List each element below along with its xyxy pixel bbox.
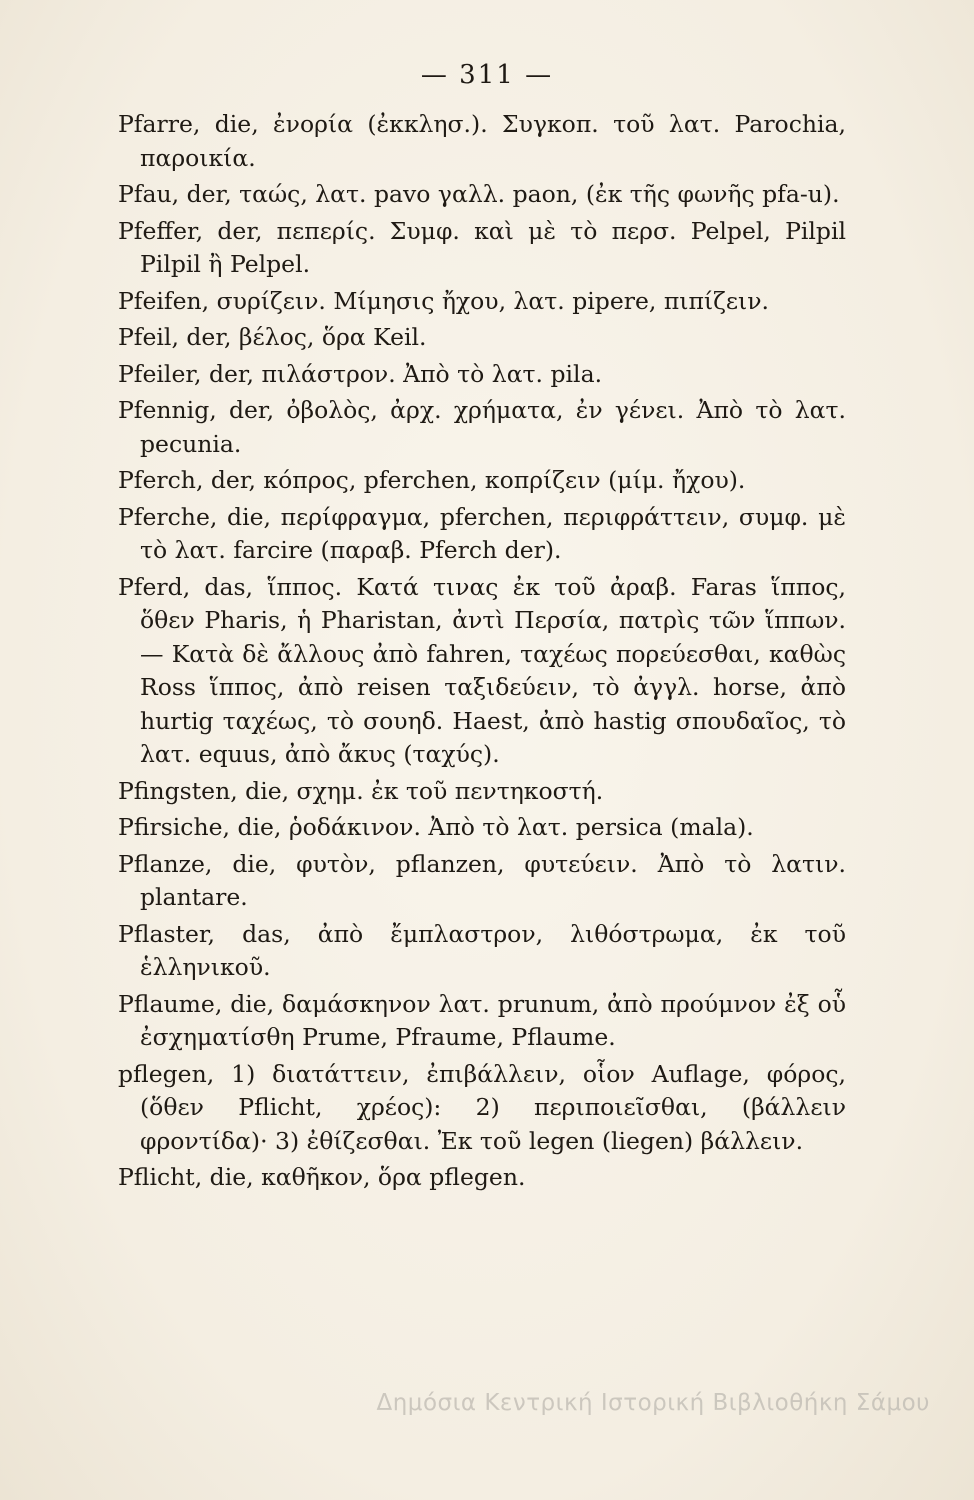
library-watermark: Δημόσια Κεντρική Ιστορική Βιβλιοθήκη Σάμου <box>376 1390 930 1416</box>
entry-pflicht: Pflicht, die, καθῆκον, ὅρα pflegen. <box>118 1163 526 1191</box>
entry-pfeffer: Pfeffer, der, πεπερίς. Συμφ. καὶ μὲ τὸ περσ. Pelpel, Pilpil Pilpil ἢ Pelpel. <box>118 216 846 278</box>
entry-pfeil: Pfeil, der, βέλος, ὅρα Keil. <box>118 323 427 351</box>
entry-pfeifen: Pfeifen, συρίζειν. Μίμησις ἤχου, λατ. pipere, πιπίζειν. <box>118 286 770 315</box>
entry-pfeiler: Pfeiler, der, πιλάστρον. Ἀπὸ τὸ λατ. pila. <box>118 359 603 388</box>
entry-pfingsten: Pfingsten, die, σχημ. ἐκ τοῦ πεντηκοστή. <box>118 776 604 805</box>
entry-pferd: Pferd, das, ἵππος. Κατά τινας ἐκ τοῦ ἀραβ. Faras ἵππος, ὅθεν Pharis, ἡ Pharistan, ἀντὶ Περσία, πατρὶς τῶν ἵππων. — Κατὰ δὲ ἄλλους ἀπὸ fahren, ταχέως πορεύεσθαι, καθὼς Ross ἵππος, ἀπὸ reisen ταξιδεύειν, τὸ ἀγγλ. horse, ἀπὸ hurtig ταχέως, τὸ σουηδ. Haest, ἀπὸ hastig σπουδαῖος, τὸ λατ. equus, ἀπὸ ἄκυς (ταχύς). <box>118 572 846 768</box>
entry-pfau: Pfau, der, ταώς, λατ. pavo γαλλ. paon, (ἐκ τῆς φωνῆς pfa-u). <box>118 180 840 208</box>
dictionary-entries <box>118 108 846 1195</box>
page-number: — 311 — <box>420 60 554 90</box>
entry-pfennig: Pfennig, der, ὀβολὸς, ἀρχ. χρήματα, ἐν γένει. Ἀπὸ τὸ λατ. pecunia. <box>118 396 846 458</box>
entry-pflaster: Pflaster, das, ἀπὸ ἔμπλαστρον, λιθόστρωμα, ἐκ τοῦ ἑλληνικοῦ. <box>118 919 846 981</box>
entry-pflaume: Pflaume, die, δαμάσκηνον λατ. prunum, ἀπὸ προύμνον ἐξ οὗ ἐσχηματίσθη Prume, Pfraume, Pflaume. <box>118 989 846 1051</box>
entry-pflegen: pflegen, 1) διατάττειν, ἐπιβάλλειν, οἷον Auflage, φόρος, (ὅθεν Pflicht, χρέος): 2) περιποιεῖσθαι, (βάλλειν φροντίδα)· 3) ἐθίζεσθαι. Ἐκ τοῦ legen (liegen) βάλλειν. <box>118 1059 846 1155</box>
entry-pfirsiche: Pfirsiche, die, ῥοδάκινον. Ἀπὸ τὸ λατ. persica (mala). <box>118 813 754 841</box>
entry-pfarre: Pfarre, die, ἐνορία (ἐκκλησ.). Συγκοπ. τοῦ λατ. Parochia, παροικία. <box>118 110 846 172</box>
entry-pflanze: Pflanze, die, φυτὸν, pflanzen, φυτεύειν. Ἀπὸ τὸ λατιν. plantare. <box>118 849 846 911</box>
entry-pferch: Pferch, der, κόπρος, pferchen, κοπρίζειν (μίμ. ἤχου). <box>118 466 746 494</box>
entry-pferche: Pferche, die, περίφραγμα, pferchen, περιφράττειν, συμφ. μὲ τὸ λατ. farcire (παραβ. Pferch der). <box>118 502 846 564</box>
